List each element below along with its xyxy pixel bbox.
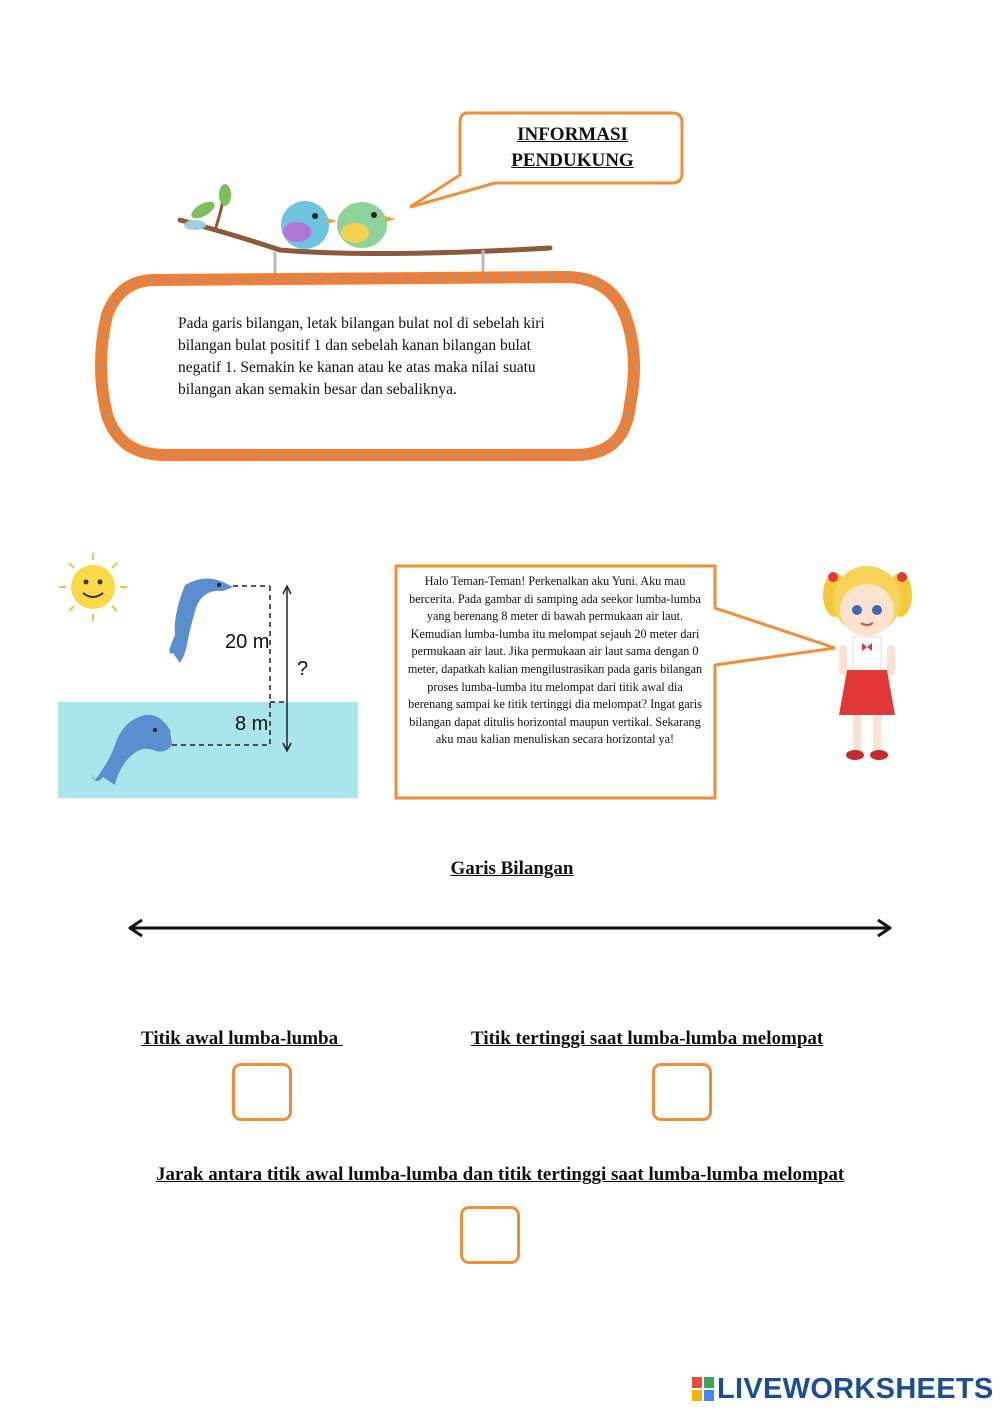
- sun-icon: [59, 553, 127, 621]
- distance-answer-box[interactable]: [460, 1206, 520, 1264]
- info-title-line1: INFORMASI: [517, 124, 628, 145]
- question-mark-label: ?: [297, 658, 309, 680]
- distance-label: Jarak antara titik awal lumba-lumba dan titik tertinggi saat lumba-lumba melompat: [156, 1164, 845, 1185]
- info-text: Pada garis bilangan, letak bilangan bulat nol di sebelah kiri bilangan bulat positif 1 dan sebelah kanan bilangan bulat negatif 1. Semakin ke kanan atau ke atas maka nilai suatu bilangan akan semakin besar dan sebaliknya.: [178, 315, 545, 398]
- liveworksheets-brand: [692, 1372, 994, 1406]
- info-title: [460, 122, 685, 174]
- girl-character-illustration: [815, 555, 920, 770]
- brand-name: LIVEWORKSHEETS: [717, 1372, 994, 1405]
- start-point-label: Titik awal lumba-lumba: [141, 1028, 343, 1049]
- depth-label: 8 m: [235, 713, 269, 735]
- sea-water: [58, 702, 358, 798]
- number-line[interactable]: [120, 912, 900, 944]
- start-point-answer-box[interactable]: [232, 1063, 292, 1121]
- info-title-line2: PENDUKUNG: [511, 150, 634, 171]
- peak-point-answer-box[interactable]: [652, 1063, 712, 1121]
- height-label: 20 m: [225, 631, 270, 653]
- liveworksheets-logo-icon: [692, 1377, 714, 1401]
- number-line-title: Garis Bilangan: [450, 858, 574, 879]
- story-text: Halo Teman-Teman! Perkenalkan aku Yuni. Aku mau bercerita. Pada gambar di samping ada seekor lumba-lumba yang berenang 8 meter di bawah permukaan air laut. Kemudian lumba-lumba itu melompat sejauh 20 meter dari permukaan air laut. Jika permukaan air laut sama dengan 0 meter, dapatkah kalian mengilustrasikan pada garis bilangan proses lumba-lumba itu melompat dari titik awal dia berenang sampai ke titik tertinggi dia melompat? Ingat garis bilangan dapat ditulis horizontal maupun vertikal. Sekarang aku mau kalian menuliskan secara horizontal ya!: [407, 574, 703, 747]
- dolphin-top-icon: [169, 578, 233, 663]
- dolphin-scene-illustration: [55, 545, 365, 805]
- peak-point-label: Titik tertinggi saat lumba-lumba melompat: [471, 1028, 824, 1049]
